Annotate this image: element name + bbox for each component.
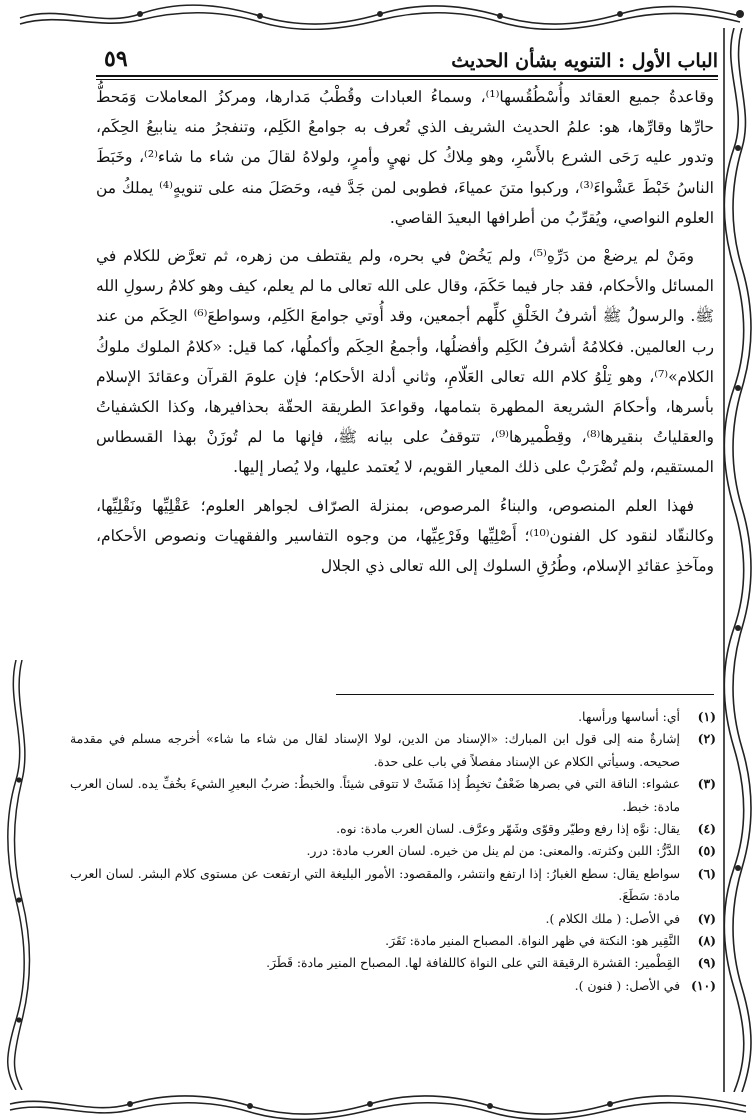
footnote-number: (٤): [697, 821, 716, 837]
footnote-text: النَّقِير هو: النكتة في ظهر النواة. المصباح المنير مادة: نَقَرَ.: [385, 933, 680, 949]
footnote-text: أي: أساسها ورأسها.: [578, 709, 680, 724]
footnote-number: (٢): [697, 731, 716, 747]
footnote-number: (١): [697, 709, 716, 724]
page-header: [96, 36, 718, 72]
footnote-item: [70, 840, 716, 862]
left-ornament-border: [0, 660, 34, 1090]
footnote-item: [70, 728, 716, 773]
header-rule-thin: [96, 79, 718, 80]
top-ornament-border: [0, 0, 756, 30]
footnote-item: [70, 930, 716, 952]
footnotes: [70, 706, 716, 997]
body-paragraph: وقاعدةُ جميع العقائد وأُسْطُقُسها⁽¹⁾، وسماءُ العبادات وقُطْبُ مَدارها، ومركزُ المعاملات وَمَحطُّ حارِّها وقارِّها، هو: علمُ الحديث الشريف الذي تُعرف به جوامعُ الكَلِم، وتنفجرُ منه ينابيعُ الحِكَم، وتدور عليه رَحَى الشرع بالأَسْرِ، وهو مِلاكُ كل نهيٍ وأمرٍ، ولولاهُ لقالَ من شاء ما شاء⁽²⁾، وخَبَطَ الناسُ خَبْطَ عَشْواءَ⁽³⁾، وركبوا متنَ عمياءَ، فطوبى لمن جَدَّ فيه، وحَصَلَ منه على تنويهٍ⁽⁴⁾ يملكُ من العلوم النواصي، ويُقرِّبُ من أطرافها البعيدَ القاصي.: [96, 88, 714, 227]
footnote-text: سواطع يقال: سطع الغبارُ: إذا ارتفع وانتشر، والمقصود: الأمور البليغة التي ارتفعت عن مستوى كلام البشر. لسان العرب مادة: سَطَعَ.: [70, 865, 680, 904]
footnote-number: (٣): [697, 776, 716, 792]
footnote-item: [70, 863, 716, 908]
footnote-item: [70, 706, 716, 728]
footnote-text: يقال: نوَّه إذا رفع وطيّر وقوّى وشَهّر وعرَّف. لسان العرب مادة: نوه.: [336, 821, 680, 837]
footnote-item: [70, 773, 716, 818]
footnote-text: في الأصل: ( ملك الكلام ).: [545, 910, 680, 926]
footnote-number: (١٠): [690, 977, 716, 993]
footnote-text: عشواء: الناقة التي في بصرها ضَعْفٌ تخبِطُ إذا مَشَتْ لا تتوقى شيئاً. والخبطُ: ضربُ البعيرِ الشيءَ بخُفِّ يده. لسان العرب مادة: خبط.: [70, 776, 680, 814]
footnote-text: في الأصل: ( فنون ).: [574, 977, 680, 993]
footnote-item: [70, 818, 716, 840]
body-paragraph: ومَنْ لم يرضعْ من دَرِّهِ⁽⁵⁾، ولم يَخُضْ في بحره، ولم يقتطف من زهره، ثم تعرَّض للكلام في المسائل والأحكام، فقد جار فيما حَكَمَ، وقال على الله تعالى ما لم يعلم، كيف وهو كلامُ رسولِ الله ﷺ. والرسولُ ﷺ أشرفُ الخَلْقِ كلِّهم أجمعين، وقد أُوتي جوامعَ الكَلِم، وسواطعَ⁽⁶⁾ الحِكَم من عند رب العالمين. فكلامُهُ أشرفُ الكَلِم وأفضلُها، وأجمعُ الحِكَم وأكملُها، كما قيل: «كلامُ الملوك ملوكُ الكلام»⁽⁷⁾، وهو تِلْوُ كلام الله تعالى العَلّامِ، وثاني أدلة الأحكام؛ فإن علومَ القرآن وعقائدَ الإسلام بأسرها، وأحكامَ الشريعة المطهرة بتمامها، وقواعدَ الطريقة الحقّة بحذافيرها، وكذا الكشفياتُ والعقلياتُ بنقيرها⁽⁸⁾، وقِطْميرها⁽⁹⁾، تتوقفُ على بيانه ﷺ، فإنها ما لم تُوزَنْ بهذا القسطاس المستقيم، ولم تُضْرَبْ على ذلك المعيار القويم، لا يُعتمد عليها، ولا يُصار إليها.: [96, 247, 714, 477]
page-number: ٥٩: [104, 46, 128, 72]
running-title: الباب الأول : التنويه بشأن الحديث: [451, 50, 718, 72]
footnote-text: الدَّرُّ: اللبن وكثرته. والمعنى: من لم ينل من خيره. لسان العرب مادة: درر.: [306, 843, 680, 859]
footnote-separator: [336, 694, 714, 695]
footnote-text: إشارةٌ منه إلى قول ابن المبارك: «الإسناد من الدين، لولا الإسناد لقال من شاء ما شاء» أخرجه مسلم في مقدمة صحيحه. وسيأتي الكلام عن الإسناد مفصلاً في باب على حدة.: [70, 731, 680, 769]
header-rule: [96, 75, 718, 77]
footnote-item: [70, 908, 716, 930]
footnote-item: [70, 952, 716, 974]
bottom-ornament-border: [0, 1092, 756, 1120]
footnote-number: (٦): [697, 865, 716, 881]
footnote-number: (٧): [697, 910, 716, 926]
footnote-number: (٨): [697, 933, 716, 949]
footnote-text: القِطْمير: القشرة الرقيقة التي على النواة كاللفافة لها. المصباح المنير مادة: قَطَرَ.: [266, 955, 680, 971]
footnote-number: (٥): [697, 843, 716, 859]
right-ornament-border: [716, 28, 756, 1092]
footnote-number: (٩): [697, 955, 716, 971]
main-text: [96, 82, 714, 589]
footnote-item: [70, 975, 716, 997]
body-paragraph: فهذا العلم المنصوص، والبناءُ المرصوص، بمنزلة الصرّاف لجواهر العلوم؛ عَقْلِيِّها ونَقْلِيِّها، وكالنقّاد لنقود كل الفنون⁽¹⁰⁾؛ أَصْلِيِّها وفَرْعِيِّها، من وجوه التفاسير والفقهيات ونصوص الأحكام، ومآخذِ عقائدِ الإسلام، وطُرُقِ السلوك إلى الله تعالى ذي الجلال: [96, 496, 714, 576]
